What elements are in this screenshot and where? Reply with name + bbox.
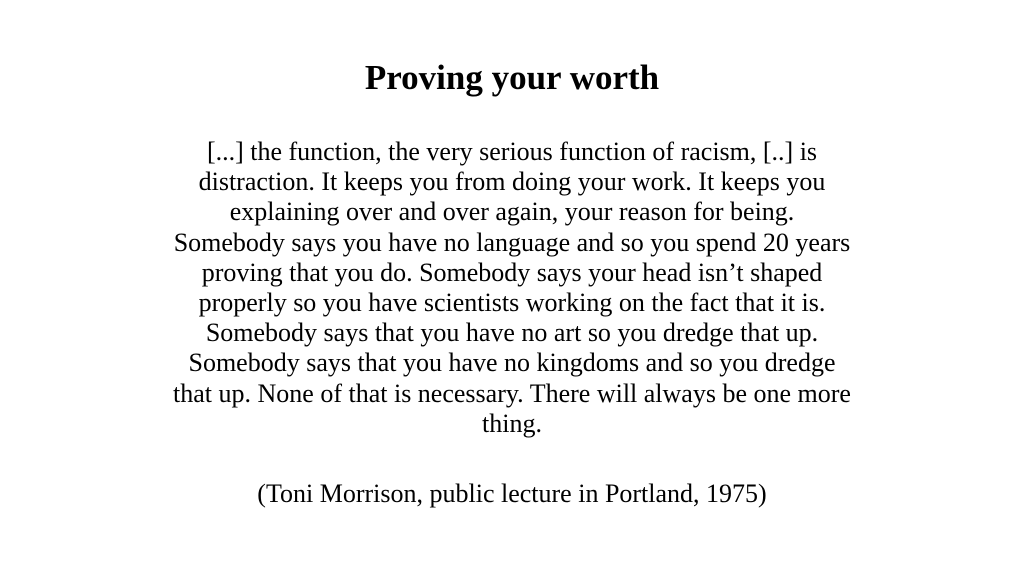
quote-block xyxy=(112,137,912,439)
quote-line: Somebody says that you have no kingdoms and so you dredge xyxy=(188,348,836,378)
quote-line: proving that you do. Somebody says your head isn’t shaped xyxy=(201,257,823,287)
quote-citation: (Toni Morrison, public lecture in Portland, 1975) xyxy=(257,479,767,508)
quote-line: distraction. It keeps you from doing your work. It keeps you xyxy=(198,167,826,197)
quote-line: that up. None of that is necessary. There will always be one more xyxy=(173,378,851,408)
quote-line: thing. xyxy=(482,408,542,438)
quote-line: Somebody says you have no language and so you spend 20 years xyxy=(173,227,851,257)
quote-line: [...] the function, the very serious function of racism, [..] is xyxy=(206,137,818,166)
quote-line: explaining over and over again, your reason for being. xyxy=(229,197,795,227)
quote-line: properly so you have scientists working on the fact that it is. xyxy=(198,288,826,318)
quote-line: Somebody says that you have no art so you dredge that up. xyxy=(205,318,819,348)
slide-title: Proving your worth xyxy=(364,58,660,97)
